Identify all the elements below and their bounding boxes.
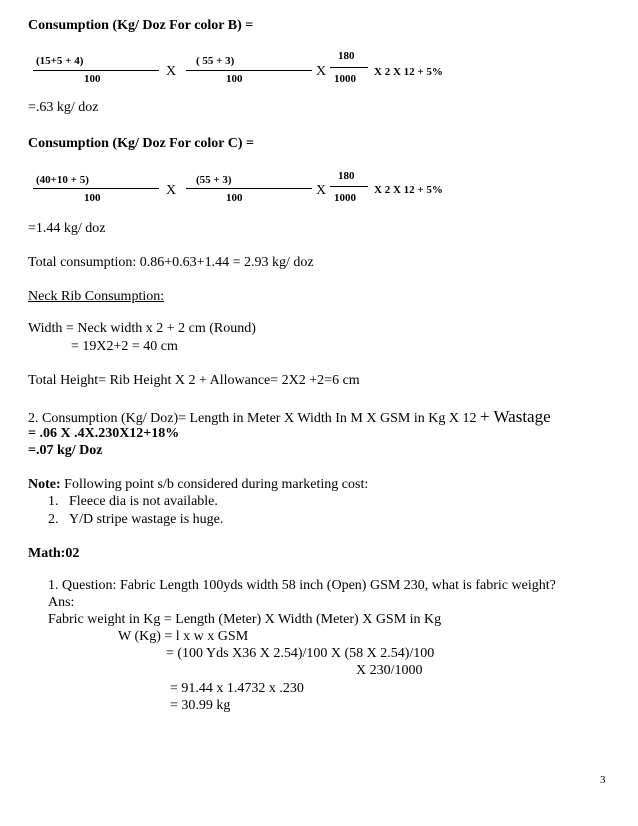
color-c-fraction-2-numerator: (55 + 3)	[196, 174, 232, 186]
color-b-fraction-3-denominator: 1000	[334, 73, 356, 85]
color-b-fraction-2-numerator: ( 55 + 3)	[196, 55, 235, 67]
note-item-2-number: 2.	[48, 512, 59, 527]
note-text: Following point s/b considered during marketing cost:	[60, 477, 369, 492]
color-b-fraction-1-bar	[33, 70, 159, 71]
color-c-fraction-2-bar	[186, 188, 312, 189]
total-consumption: Total consumption: 0.86+0.63+1.44 = 2.93 kg/ doz	[28, 255, 314, 270]
math-question: 1. Question: Fabric Length 100yds width 58 inch (Open) GSM 230, what is fabric weight?	[48, 578, 556, 593]
color-c-fraction-3-numerator: 180	[338, 170, 355, 182]
color-c-fraction-1-bar	[33, 188, 159, 189]
consumption-formula-plus: +	[479, 407, 490, 426]
note-item-1-number: 1.	[48, 494, 59, 509]
math-line-4: X 230/1000	[356, 663, 423, 678]
consumption-formula-wastage: Wastage	[489, 407, 551, 426]
color-b-fraction-2-bar	[186, 70, 312, 71]
color-c-fraction-1-denominator: 100	[84, 192, 101, 204]
math-heading: Math:02	[28, 546, 80, 561]
consumption-calc-2: =.07 kg/ Doz	[28, 443, 103, 458]
note-label: Note:	[28, 477, 61, 492]
color-b-fraction-1-denominator: 100	[84, 73, 101, 85]
color-c-tail: X 2 X 12 + 5%	[374, 184, 443, 196]
math-ans-label: Ans:	[48, 595, 75, 610]
color-c-fraction-3-denominator: 1000	[334, 192, 356, 204]
math-line-3: = (100 Yds X36 X 2.54)/100 X (58 X 2.54)/100	[166, 646, 435, 661]
neck-rib-heading: Neck Rib Consumption:	[28, 289, 165, 304]
color-c-fraction-1-numerator: (40+10 + 5)	[36, 174, 89, 186]
neck-width-calc: = 19X2+2 = 40 cm	[71, 339, 178, 354]
note-item-1-text: Fleece dia is not available.	[69, 494, 218, 509]
color-c-multiply-2: X	[316, 183, 327, 198]
color-c-fraction-3-bar	[330, 186, 368, 187]
color-b-fraction-3-bar	[330, 67, 368, 68]
color-b-fraction-1-numerator: (15+5 + 4)	[36, 55, 84, 67]
note-line	[28, 477, 368, 493]
heading-color-b: Consumption (Kg/ Doz For color B) =	[28, 18, 254, 33]
consumption-calc-1: = .06 X .4X.230X12+18%	[28, 426, 180, 441]
color-b-multiply-1: X	[166, 64, 177, 79]
math-line-6: = 30.99 kg	[170, 698, 231, 713]
math-line-2: W (Kg) = l x w x GSM	[118, 629, 249, 644]
color-c-multiply-1: X	[166, 183, 177, 198]
consumption-formula-text: 2. Consumption (Kg/ Doz)= Length in Meter X Width In M X GSM in Kg X 12	[28, 411, 480, 426]
color-b-fraction-3-numerator: 180	[338, 50, 355, 62]
page-number: 3	[600, 774, 606, 786]
math-line-1: Fabric weight in Kg = Length (Meter) X Width (Meter) X GSM in Kg	[48, 612, 442, 627]
neck-height-line: Total Height= Rib Height X 2 + Allowance= 2X2 +2=6 cm	[28, 373, 360, 388]
heading-color-c: Consumption (Kg/ Doz For color C) =	[28, 136, 255, 151]
color-c-result: =1.44 kg/ doz	[28, 221, 106, 236]
color-b-fraction-2-denominator: 100	[226, 73, 243, 85]
color-c-fraction-2-denominator: 100	[226, 192, 243, 204]
color-b-multiply-2: X	[316, 64, 327, 79]
math-line-5: = 91.44 x 1.4732 x .230	[170, 681, 304, 696]
consumption-formula	[28, 407, 551, 427]
color-b-tail: X 2 X 12 + 5%	[374, 66, 443, 78]
note-item-2-text: Y/D stripe wastage is huge.	[69, 512, 224, 527]
neck-width-line: Width = Neck width x 2 + 2 cm (Round)	[28, 321, 256, 336]
color-b-result: =.63 kg/ doz	[28, 100, 99, 115]
